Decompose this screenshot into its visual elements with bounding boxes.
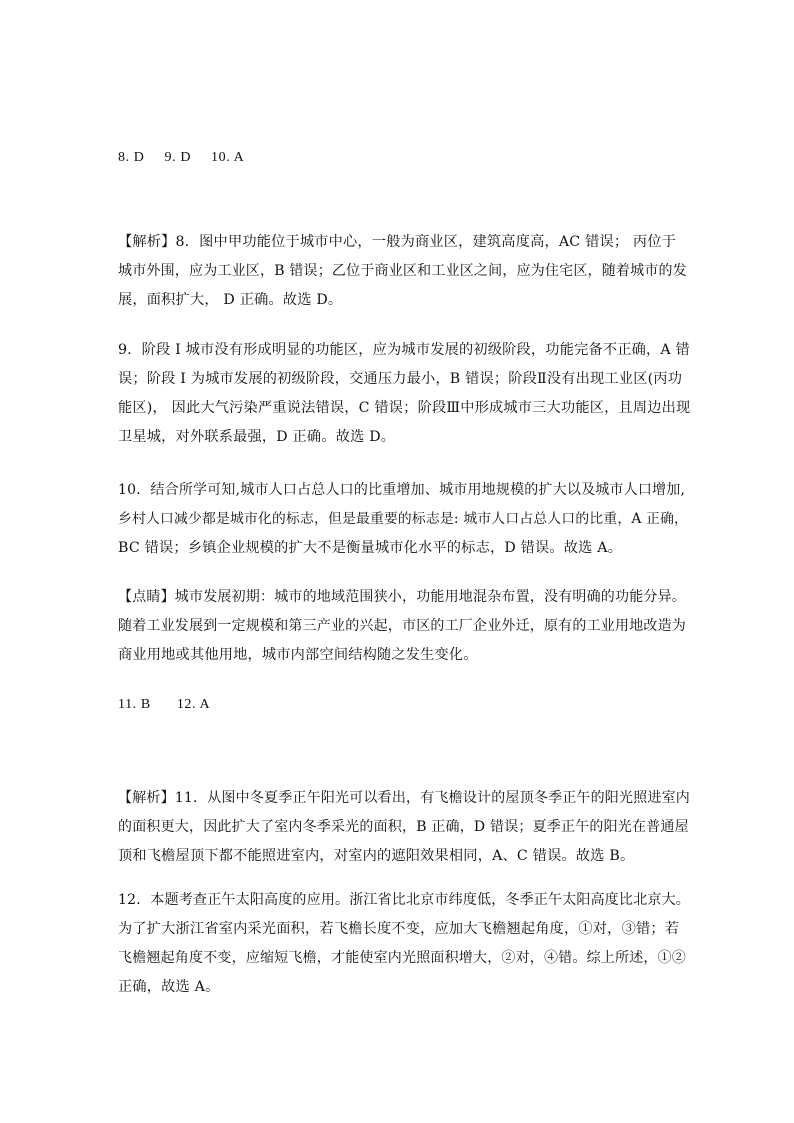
analysis-9-line: 9．阶段 I 城市没有形成明显的功能区，应为城市发展的初级阶段，功能完备不正确，A 错 — [118, 342, 690, 358]
analysis-question-8 — [118, 228, 690, 315]
analysis-12-line: 12．本题考查正午太阳高度的应用。浙江省比北京市纬度低，冬季正午太阳高度比北京大。 — [118, 892, 691, 908]
key-point-note — [118, 583, 690, 670]
analysis-12-line: 飞檐翘起角度不变，应缩短飞檐，才能使室内光照面积增大，②对，④错。综上所述，①② — [118, 950, 686, 966]
answer-8: 8. D — [118, 150, 145, 165]
analysis-question-11 — [118, 784, 690, 871]
key-point-line: 商业用地或其他用地，城市内部空间结构随之发生变化。 — [118, 647, 478, 663]
analysis-9-line: 卫星城，对外联系最强，D 正确。故选 D。 — [118, 429, 396, 445]
analysis-12-line: 正确，故选 A。 — [118, 979, 220, 995]
answers-11-12 — [118, 690, 690, 719]
analysis-8-line: 【解析】8．图中甲功能位于城市中心，一般为商业区，建筑高度高，AC 错误； 丙位于 — [118, 234, 677, 250]
analysis-9-line: 能区)， 因此大气污染严重说法错误，C 错误；阶段Ⅲ中形成城市三大功能区，且周边出现 — [118, 400, 691, 416]
key-point-line: 随着工业发展到一定规模和第三产业的兴起，市区的工厂企业外迁，原有的工业用地改造为 — [118, 618, 686, 634]
analysis-question-9 — [118, 336, 690, 452]
answers-8-10 — [118, 143, 690, 172]
answer-10: 10. A — [211, 150, 245, 165]
analysis-question-10 — [118, 476, 690, 563]
analysis-9-line: 误；阶段 I 为城市发展的初级阶段，交通压力最小，B 错误；阶段Ⅱ没有出现工业区(丙功 — [118, 371, 683, 387]
analysis-10-line: BC 错误；乡镇企业规模的扩大不是衡量城市化水平的标志，D 错误。故选 A。 — [118, 540, 623, 556]
analysis-question-12 — [118, 886, 690, 1002]
analysis-11-line: 顶和飞檐屋顶下都不能照进室内，对室内的遮阳效果相同，A、C 错误。故选 B。 — [118, 848, 635, 864]
answer-12: 12. A — [176, 697, 211, 712]
answer-9: 9. D — [164, 150, 192, 165]
analysis-11-line: 【解析】11．从图中冬夏季正午阳光可以看出，有飞檐设计的屋顶冬季正午的阳光照进室内 — [118, 790, 691, 806]
analysis-11-line: 的面积更大，因此扩大了室内冬季采光的面积，B 正确，D 错误；夏季正午的阳光在普通屋 — [118, 819, 689, 835]
analysis-12-line: 为了扩大浙江省室内采光面积，若飞檐长度不变，应加大飞檐翘起角度，①对，③错；若 — [118, 921, 680, 937]
analysis-10-line: 10．结合所学可知,城市人口占总人口的比重增加、城市用地规模的扩大以及城市人口增加, — [118, 482, 686, 498]
answer-11: 11. B — [118, 697, 151, 712]
analysis-8-line: 展，面积扩大， D 正确。故选 D。 — [118, 292, 343, 308]
analysis-10-line: 乡村人口减少都是城市化的标志，但是最重要的标志是: 城市人口占总人口的比重，A 正确， — [118, 511, 689, 527]
key-point-line: 【点睛】城市发展初期：城市的地域范围狭小，功能用地混杂布置，没有明确的功能分异。 — [118, 589, 686, 605]
analysis-8-line: 城市外围，应为工业区，B 错误；乙位于商业区和工业区之间，应为住宅区，随着城市的发 — [118, 263, 687, 279]
